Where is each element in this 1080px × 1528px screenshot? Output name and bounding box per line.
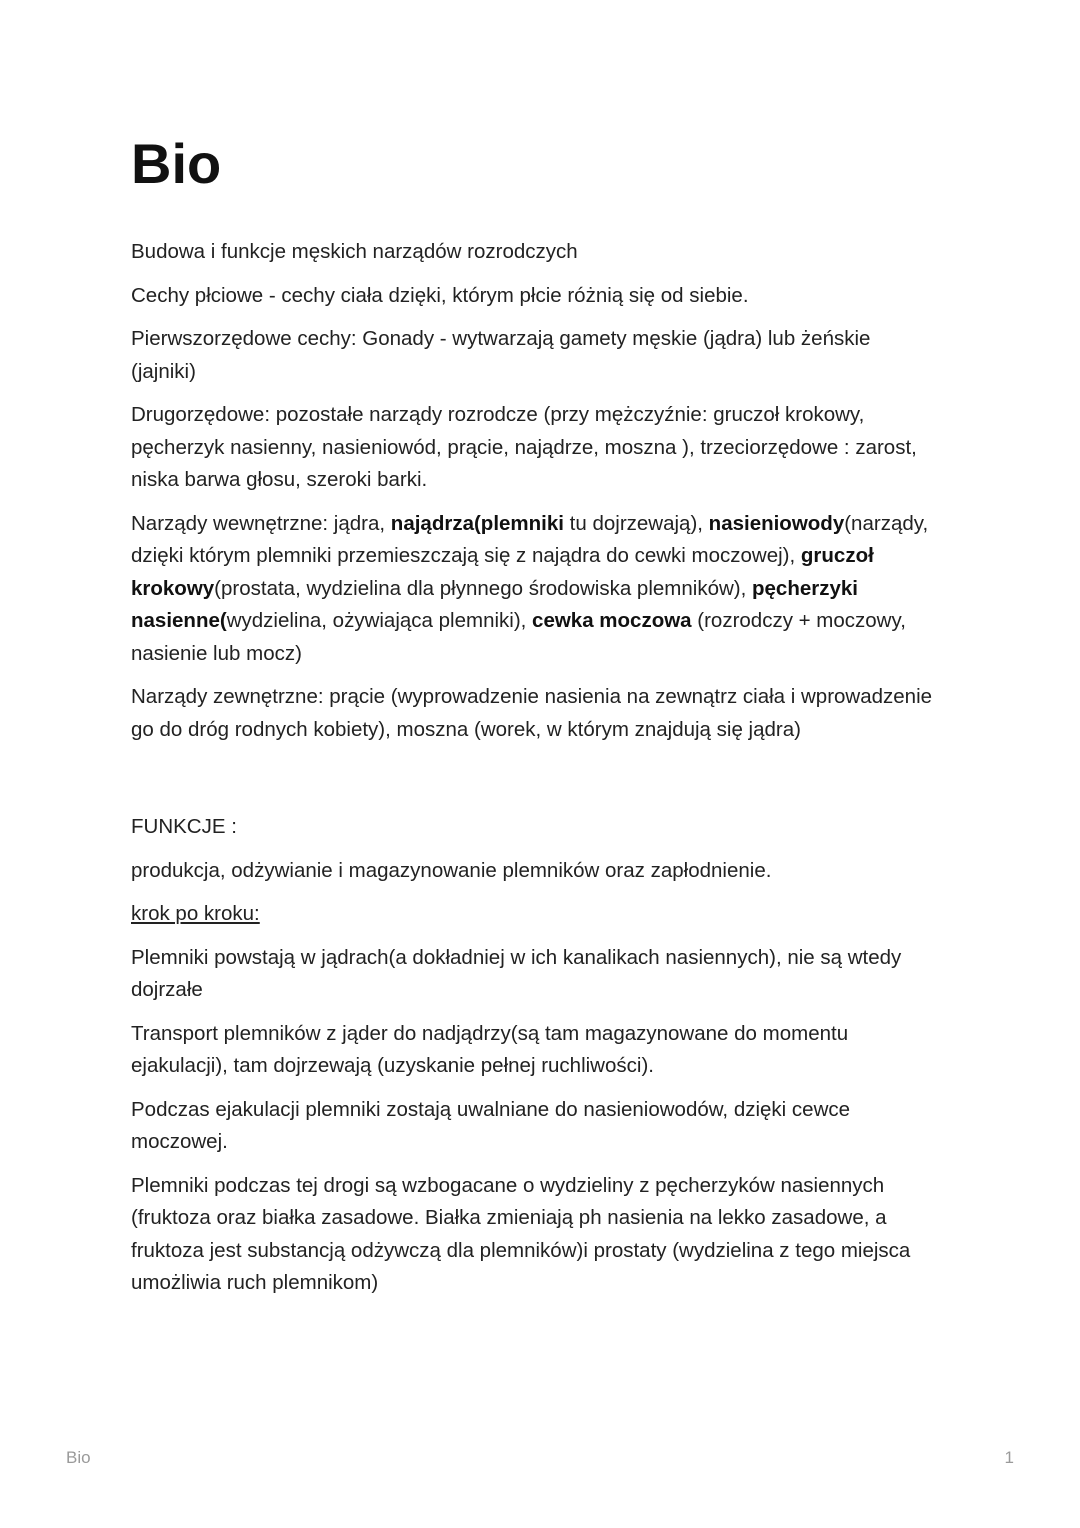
term-najadrza: najądrza(plemniki [390,511,564,535]
internal-organs-text: (rozrodczy + moczowy, nasienie lub mocz) [131,609,906,665]
internal-organs-text: (narządy, dzięki którym plemniki przemieszczają się z najądra do cewki moczowej), [131,511,929,567]
subheading-step-by-step [131,898,941,931]
paragraph-functions: produkcja, odżywianie i magazynowanie plemników oraz zapłodnienie. [131,858,772,882]
subheading-step-by-step-text: krok po kroku: [131,902,260,925]
paragraph-step-2: Transport plemników z jąder do nadjądrzy(są tam magazynowane do momentu ejakulacji), tam dojrzewają (uzyskanie pełnej ruchliwości). [131,1021,849,1077]
paragraph-step-3: Podczas ejakulacji plemniki zostają uwalniane do nasieniowodów, dzięki cewce moczowej. [131,1097,851,1153]
paragraph-secondary-characteristics: Drugorzędowe: pozostałe narządy rozrodcze (przy mężczyźnie: gruczoł krokowy, pęcherzyk nasienny, nasieniowód, prącie, najądrze, moszna ), trzeciorzędowe : zarost, niska barwa głosu, szeroki barki. [131,403,917,491]
term-cewka-moczowa: cewka moczowa [532,609,692,632]
internal-organs-text: Narządy wewnętrzne: jądra, [131,511,391,535]
section-heading-functions: FUNKCJE : [131,815,237,838]
paragraph-external-organs: Narządy zewnętrzne: prącie (wyprowadzenie nasienia na zewnątrz ciała i wprowadzenie go do dróg rodnych kobiety), moszna (worek, w którym znajdują się jądra) [131,685,933,741]
internal-organs-text: (prostata, wydzielina dla płynnego środowiska plemników), [214,576,752,600]
term-pecherzyki-nasienne: pęcherzyki nasienne( [131,576,858,632]
paragraph-primary-characteristics: Pierwszorzędowe cechy: Gonady - wytwarzają gamety męskie (jądra) lub żeńskie (jajniki) [131,327,871,383]
page-title: Bio [131,132,222,195]
paragraph-sex-characteristics: Cechy płciowe - cechy ciała dzięki, którym płcie różnią się od siebie. [131,283,749,307]
paragraph-subject: Budowa i funkcje męskich narządów rozrodczych [131,240,578,263]
paragraph-step-4: Plemniki podczas tej drogi są wzbogacane o wydzieliny z pęcherzyków nasiennych (fruktoza oraz białka zasadowe. Białka zmieniają ph nasienia na lekko zasadowe, a fruktoza jest substancją odżywczą dla plemników)i prostaty (wydzielina z tego miejsca umożliwia ruch plemnikom) [131,1173,911,1294]
term-gruczol-krokowy: gruczoł krokowy [131,544,874,600]
paragraph-step-1: Plemniki powstają w jądrach(a dokładniej w ich kanalikach nasiennych), nie są wtedy dojrzałe [131,945,902,1001]
internal-organs-text: wydzielina, ożywiająca plemniki), [226,609,533,632]
footer-page-number: 1 [1004,1448,1014,1467]
document-body [131,236,941,1300]
paragraph-internal-organs [131,508,941,671]
internal-organs-text: tu dojrzewają), [563,511,709,535]
term-nasieniowody: nasieniowody [708,511,845,535]
footer-document-label: Bio [66,1448,91,1467]
